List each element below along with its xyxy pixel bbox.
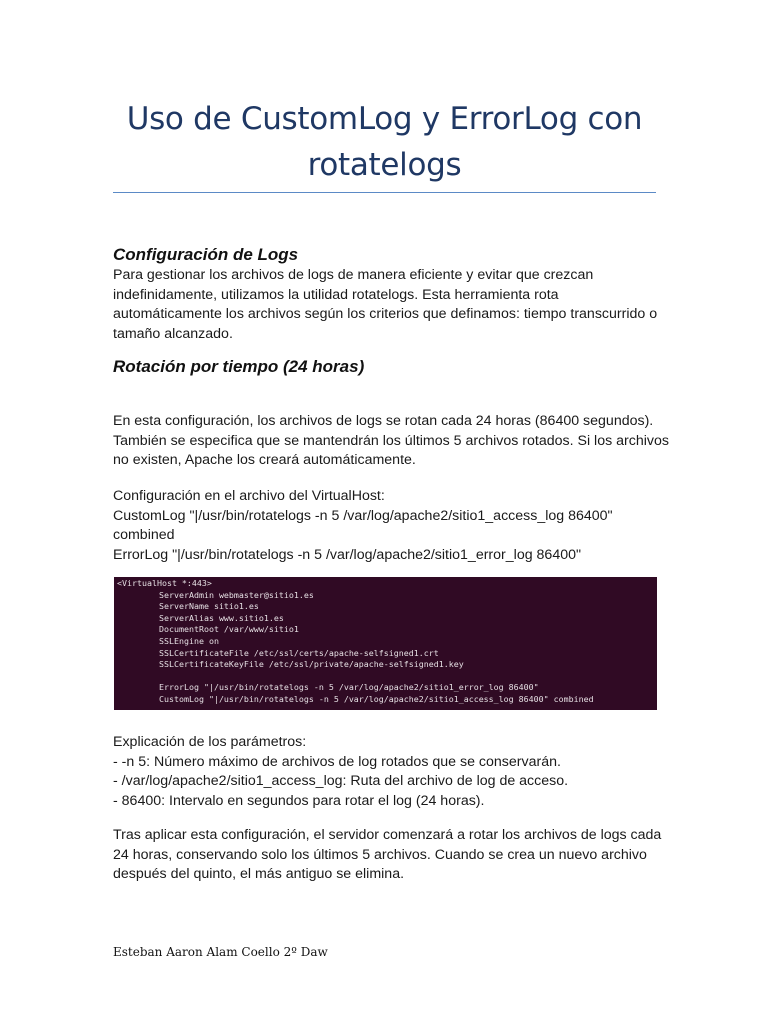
terminal-line: DocumentRoot /var/www/sitio1 <box>159 624 299 635</box>
paragraph-line: - 86400: Intervalo en segundos para rotar el log (24 horas). <box>113 792 485 809</box>
intro-paragraph <box>113 266 658 344</box>
paragraph-line: ErrorLog "|/usr/bin/rotatelogs -n 5 /var/log/apache2/sitio1_error_log 86400" <box>113 546 582 563</box>
paragraph-line: - /var/log/apache2/sitio1_access_log: Ruta del archivo de log de acceso. <box>113 773 569 789</box>
paragraph-line: automáticamente los archivos según los criterios que definamos: tiempo transcurrido o <box>113 306 658 322</box>
terminal-line: SSLCertificateKeyFile /etc/ssl/private/apache-selfsigned1.key <box>159 659 464 670</box>
paragraph-line: Para gestionar los archivos de logs de manera eficiente y evitar que crezcan <box>113 267 594 283</box>
terminal-screenshot <box>114 577 657 710</box>
paragraph-line: Explicación de los parámetros: <box>113 734 307 750</box>
terminal-blank-line <box>117 671 657 683</box>
page-footer-author: Esteban Aaron Alam Coello 2º Daw <box>113 945 328 959</box>
paragraph-line: Configuración en el archivo del VirtualHost: <box>113 488 385 504</box>
paragraph-line: combined <box>113 527 175 543</box>
paragraph-line: indefinidamente, utilizamos la utilidad rotatelogs. Esta herramienta rota <box>113 286 559 303</box>
paragraph-line: CustomLog "|/usr/bin/rotatelogs -n 5 /var/log/apache2/sitio1_access_log 86400" <box>113 507 613 524</box>
parameters-explanation <box>113 733 658 811</box>
terminal-line: SSLEngine on <box>159 635 219 646</box>
paragraph-line: tamaño alcanzado. <box>113 325 233 342</box>
page-title <box>113 96 656 188</box>
terminal-line: SSLCertificateFile /etc/ssl/certs/apache-selfsigned1.crt <box>159 647 439 658</box>
terminal-line: ServerAlias www.sitio1.es <box>159 612 284 623</box>
title-divider <box>113 192 656 193</box>
paragraph-line: no existen, Apache los creará automáticamente. <box>113 452 416 468</box>
paragraph-line: En esta configuración, los archivos de logs se rotan cada 24 horas (86400 segundos). <box>113 413 654 429</box>
terminal-line: ServerAdmin webmaster@sitio1.es <box>159 589 314 600</box>
terminal-line: CustomLog "|/usr/bin/rotatelogs -n 5 /var/log/apache2/sitio1_access_log 86400" combined <box>159 693 594 704</box>
section-heading-configuracion: Configuración de Logs <box>113 245 299 264</box>
page-title-line-1: Uso de CustomLog y ErrorLog con <box>126 101 643 137</box>
terminal-line: ServerName sitio1.es <box>159 601 259 612</box>
conclusion-paragraph <box>113 826 662 885</box>
paragraph-line: - -n 5: Número máximo de archivos de log rotados que se conservarán. <box>113 753 561 770</box>
paragraph-line: después del quinto, el más antiguo se elimina. <box>113 866 405 882</box>
paragraph-line: 24 horas, conservando solo los últimos 5 archivos. Cuando se crea un nuevo archivo <box>113 846 647 863</box>
page-title-line-2: rotatelogs <box>307 147 462 183</box>
rotation-paragraph <box>113 412 669 471</box>
section-heading-rotacion: Rotación por tiempo (24 horas) <box>113 357 365 376</box>
terminal-line: <VirtualHost *:443> <box>117 578 212 588</box>
paragraph-line: También se especifica que se mantendrán los últimos 5 archivos rotados. Si los archivos <box>113 432 669 449</box>
paragraph-line: Tras aplicar esta configuración, el servidor comenzará a rotar los archivos de logs cada <box>113 827 662 843</box>
terminal-line: ErrorLog "|/usr/bin/rotatelogs -n 5 /var/log/apache2/sitio1_error_log 86400" <box>159 682 539 693</box>
config-paragraph <box>113 487 658 565</box>
